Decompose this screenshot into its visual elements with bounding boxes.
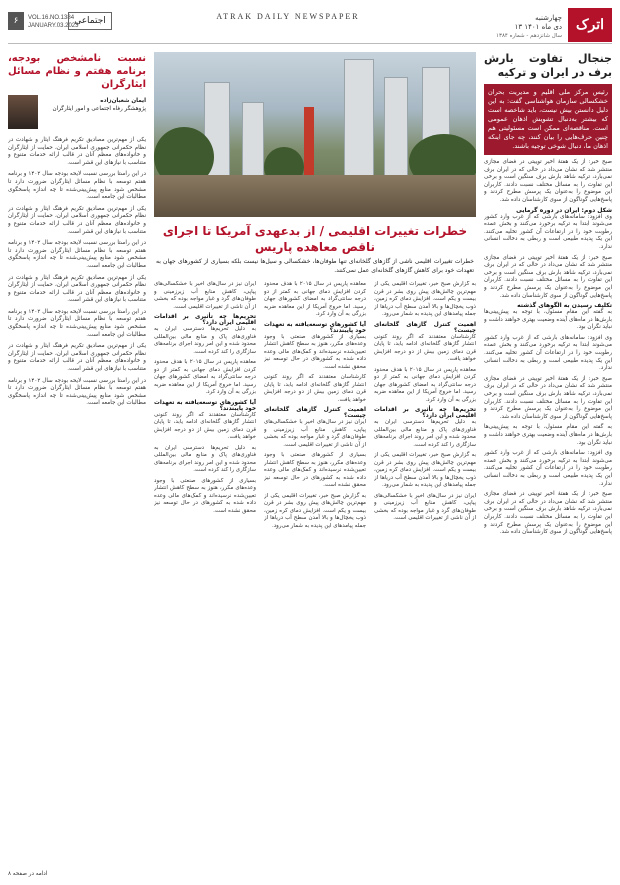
news-body-repeat-6: صبح خبر: از یک هفتهٔ اخیر توییتی در فضای مجازی منتشر شد که نشان می‌داد در حالی که در ایران برف نمی‌بارد، ترکیه شاهد بارش برف سنگین است و برخی این تفاوت را به مسائل مختلف نسبت دادند. کاربران این موضوع را به‌عنوان یک پرسش مطرح کردند و پاسخ‌هایی گوناگون از سوی کارشناسان داده شد. xyxy=(484,491,612,536)
continued-note: ادامه در صفحه ۸ xyxy=(8,871,48,877)
article-text: بسیاری از کشورهای صنعتی با وجود وعده‌های مکرر، هنوز به سطح کاهش انتشار تعیین‌شده نرسیده‌اند و کمک‌های مالی وعده داده شده به کشورهای در حال توسعه نیز محقق نشده است. xyxy=(264,333,366,370)
news-body: صبح خبر: از یک هفتهٔ اخیر توییتی در فضای مجازی منتشر شد که نشان می‌داد در حالی که در ایران برف نمی‌بارد، ترکیه شاهد بارش برف سنگین است و برخی این تفاوت را به مسائل مختلف نسبت دادند. کاربران این موضوع را به‌عنوان یک پرسش مطرح کردند و پاسخ‌هایی گوناگون از سوی کارشناسان داده شد. xyxy=(484,159,612,203)
news-column xyxy=(484,52,612,877)
article-question: آیا کشورهای توسعه‌یافته به تعهدات خود پایبندند؟ xyxy=(264,321,366,334)
article-text: به گزارش صبح خبر، تغییرات اقلیمی یکی از مهم‌ترین چالش‌های پیش روی بشر در قرن بیست و یکم است. افزایش دمای کره زمین، ذوب یخچال‌ها و بالا آمدن سطح آب دریاها از جمله پیامدهای این پدیده به شمار می‌رود. xyxy=(374,281,476,317)
article-text: به گزارش صبح خبر، تغییرات اقلیمی یکی از مهم‌ترین چالش‌های پیش روی بشر در قرن بیست و یکم است. افزایش دمای کره زمین، ذوب یخچال‌ها و بالا آمدن سطح آب دریاها از جمله پیامدهای این پدیده به شمار می‌رود. xyxy=(374,452,476,488)
news-lead-box: رئیس مرکز ملی اقلیم و مدیریت بحران خشکسالی سازمان هواشناسی گفت: به این دلیل دانستن بیش نیست، باید شاخصه است که بیشتر به‌دنبال تشویش اذهان عمومی است. مناقصه‌ای ممکن است مسئولیتی هم چنین حرف‌هایی را بیان کنند، چه جای اینکه اذهان ما، دنبال شوخی توجیه باشند. xyxy=(484,84,612,155)
header-right xyxy=(472,8,612,44)
article-text: معاهده پاریس در سال ۲۰۱۵ با هدف محدود کردن افزایش دمای جهانی به کمتر از دو درجه سانتی‌گراد به امضای کشورهای جهان رسید. اما خروج آمریکا از این معاهده ضربه بزرگی به آن وارد کرد. xyxy=(374,366,476,403)
article-question: آیا کشورهای توسعه‌یافته به تعهدات خود پایبندند؟ xyxy=(154,399,256,412)
hurricane-photo xyxy=(154,52,476,217)
opinion-body-repeat-3: یکی از مهم‌ترین مصادیق تکریم فرهنگ ایثار و شهادت در نظام حکمرانی جمهوری اسلامی ایران، حمایت از ایثارگران و خانواده‌های معظم آنان در قالب ارائه خدمات متنوع و متناسب با نیازهای این قشر است. xyxy=(8,274,146,304)
article-column-2 xyxy=(264,281,366,885)
main-article xyxy=(154,52,476,877)
article-text: به گزارش صبح خبر، تغییرات اقلیمی یکی از مهم‌ترین چالش‌های پیش روی بشر در قرن بیست و یکم است. افزایش دمای کره زمین، ذوب یخچال‌ها و بالا آمدن سطح آب دریاها از جمله پیامدهای این پدیده به شمار می‌رود. xyxy=(264,492,366,529)
opinion-body-repeat: یکی از مهم‌ترین مصادیق تکریم فرهنگ ایثار و شهادت در نظام حکمرانی جمهوری اسلامی ایران، حمایت از ایثارگران و خانواده‌های معظم آنان در قالب ارائه خدمات متنوع و متناسب با نیازهای این قشر است. xyxy=(8,205,146,235)
photo-debris xyxy=(154,175,476,217)
header-left xyxy=(8,10,120,42)
section-label: اجتماعی xyxy=(68,12,112,30)
article-text: بسیاری از کشورهای صنعتی با وجود وعده‌های مکرر، هنوز به سطح کاهش انتشار تعیین‌شده نرسیده‌اند و کمک‌های مالی وعده داده شده به کشورهای در حال توسعه نیز محقق نشده است. xyxy=(154,477,256,514)
article-text: معاهده پاریس در سال ۲۰۱۵ با هدف محدود کردن افزایش دمای جهانی به کمتر از دو درجه سانتی‌گراد به امضای کشورهای جهان رسید. اما خروج آمریکا از این معاهده ضربه بزرگی به آن وارد کرد. xyxy=(264,281,366,317)
issue-meta-fa: سال شانزدهم - شماره ۱۳۸۴ xyxy=(496,33,562,39)
author-name: ایمان شعبان‌زاده xyxy=(100,98,146,104)
article-question: تحریم‌ها چه تأثیری بر اقدامات اقلیمی ایران دارد؟ xyxy=(154,314,256,326)
article-text: ایران نیز در سال‌های اخیر با خشکسالی‌های پیاپی، کاهش منابع آب زیرزمینی و طوفان‌های گرد و غبار مواجه بوده که بخشی از آن ناشی از تغییرات اقلیمی است. xyxy=(374,492,476,521)
news-body-3: به گفته این مقام مسئول، با توجه به پیش‌بینی‌ها بارش‌ها در ماه‌های آینده وضعیت بهتری خواهند داشت و نباید نگران بود. xyxy=(484,309,612,331)
page-number: ۶ xyxy=(8,12,24,30)
author-photo xyxy=(8,95,38,129)
news-body-repeat: صبح خبر: از یک هفتهٔ اخیر توییتی در فضای مجازی منتشر شد که نشان می‌داد در حالی که در ایران برف نمی‌بارد، ترکیه شاهد بارش برف سنگین است و برخی این تفاوت را به مسائل مختلف نسبت دادند. کاربران این موضوع را به‌عنوان یک پرسش مطرح کردند و پاسخ‌هایی گوناگون از سوی کارشناسان داده شد. xyxy=(484,254,612,299)
news-body-repeat-4: به گفته این مقام مسئول، با توجه به پیش‌بینی‌ها بارش‌ها در ماه‌های آینده وضعیت بهتری خواهند داشت و نباید نگران بود. xyxy=(484,424,612,446)
opinion-body-2: در این راستا بررسی نسبت لایحه بودجه سال ۱۴۰۲ و برنامه هفتم توسعه با نظام مسائل ایثارگران ضرورت دارد تا مشخص شود منابع پیش‌بینی‌شده تا چه اندازه پاسخگوی مطالبات این جامعه است. xyxy=(8,171,146,201)
main-headline: خطرات تغییرات اقلیمی / از بدعهدی آمریکا تا اجرای ناقص معاهده پاریس xyxy=(162,224,468,254)
opinion-body-repeat-2: در این راستا بررسی نسبت لایحه بودجه سال ۱۴۰۲ و برنامه هفتم توسعه با نظام مسائل ایثارگران ضرورت دارد تا مشخص شود منابع پیش‌بینی‌شده تا چه اندازه پاسخگوی مطالبات این جامعه است. xyxy=(8,240,146,269)
opinion-body-repeat-4: در این راستا بررسی نسبت لایحه بودجه سال ۱۴۰۲ و برنامه هفتم توسعه با نظام مسائل ایثارگران ضرورت دارد تا مشخص شود منابع پیش‌بینی‌شده تا چه اندازه پاسخگوی مطالبات این جامعه است. xyxy=(8,308,146,338)
issue-line: VOL.16.NO.1384 xyxy=(28,15,75,21)
article-text: ایران نیز در سال‌های اخیر با خشکسالی‌های پیاپی، کاهش منابع آب زیرزمینی و طوفان‌های گرد و غبار مواجه بوده که بخشی از آن ناشی از تغییرات اقلیمی است. xyxy=(154,281,256,310)
article-text: به دلیل تحریم‌ها دسترسی ایران به فناوری‌های پاک و منابع مالی بین‌المللی محدود شده و این امر روند اجرای برنامه‌های سازگاری را کند کرده است. xyxy=(154,326,256,355)
article-question: اهمیت کنترل گازهای گلخانه‌ای چیست؟ xyxy=(374,321,476,334)
weekday: چهارشنبه xyxy=(535,14,562,22)
opinion-column xyxy=(8,52,146,877)
article-text: به دلیل تحریم‌ها دسترسی ایران به فناوری‌های پاک و منابع مالی بین‌المللی محدود شده و این امر روند اجرای برنامه‌های سازگاری را کند کرده است. xyxy=(374,419,476,448)
byline xyxy=(8,95,146,133)
photo-building xyxy=(344,59,374,177)
opinion-body: یکی از مهم‌ترین مصادیق تکریم فرهنگ ایثار و شهادت در نظام حکمرانی جمهوری اسلامی ایران، حمایت از ایثارگران و خانواده‌های معظم آنان در قالب ارائه خدمات متنوع و متناسب با نیازهای این قشر است. xyxy=(8,137,146,166)
opinion-body-repeat-5: یکی از مهم‌ترین مصادیق تکریم فرهنگ ایثار و شهادت در نظام حکمرانی جمهوری اسلامی ایران، حمایت از ایثارگران و خانواده‌های معظم آنان در قالب ارائه خدمات متنوع و متناسب با نیازهای این قشر است. xyxy=(8,343,146,373)
article-text: معاهده پاریس در سال ۲۰۱۵ با هدف محدود کردن افزایش دمای جهانی به کمتر از دو درجه سانتی‌گراد به امضای کشورهای جهان رسید. اما خروج آمریکا از این معاهده ضربه بزرگی به آن وارد کرد. xyxy=(154,359,256,395)
article-column-3 xyxy=(154,281,256,885)
article-question: اهمیت کنترل گازهای گلخانه‌ای چیست؟ xyxy=(264,407,366,419)
opinion-body-repeat-6: در این راستا بررسی نسبت لایحه بودجه سال ۱۴۰۲ و برنامه هفتم توسعه با نظام مسائل ایثارگران ضرورت دارد تا مشخص شود منابع پیش‌بینی‌شده تا چه اندازه پاسخگوی مطالبات این جامعه است. xyxy=(8,377,146,407)
news-body-2: وی افزود: سامانه‌های بارشی که از غرب وارد کشور می‌شوند ابتدا به ترکیه برخورد می‌کنند و بخش عمده رطوبت خود را در ارتفاعات آن کشور تخلیه می‌کنند. این یک پدیده طبیعی است و ربطی به دخالت انسانی ندارد. xyxy=(484,213,612,250)
news-title: جنجال تفاوت بارش برف در ایران و ترکیه xyxy=(484,52,612,79)
atrak-logo: اترک xyxy=(568,8,612,42)
article-text: کارشناسان معتقدند که اگر روند کنونی انتشار گازهای گلخانه‌ای ادامه یابد، تا پایان قرن دمای زمین بیش از دو درجه افزایش خواهد یافت. xyxy=(374,333,476,362)
article-question: تحریم‌ها چه تأثیری بر اقدامات اقلیمی ایران دارد؟ xyxy=(374,407,476,419)
news-body-repeat-2: وی افزود: سامانه‌های بارشی که از غرب وارد کشور می‌شوند ابتدا به ترکیه برخورد می‌کنند و بخش عمده رطوبت خود را در ارتفاعات آن کشور تخلیه می‌کنند. این یک پدیده طبیعی است و ربطی به دخالت انسانی ندارد. xyxy=(484,334,612,372)
article-text: کارشناسان معتقدند که اگر روند کنونی انتشار گازهای گلخانه‌ای ادامه یابد، تا پایان قرن دمای زمین بیش از دو درجه افزایش خواهد یافت. xyxy=(264,374,366,403)
newspaper-latin-name: ATRAK DAILY NEWSPAPER xyxy=(216,12,360,21)
date-fa: ۱۳ دی ماه ۱۴۰۱ xyxy=(514,23,562,31)
news-body-repeat-5: وی افزود: سامانه‌های بارشی که از غرب وارد کشور می‌شوند ابتدا به ترکیه برخورد می‌کنند و بخش عمده رطوبت خود را در ارتفاعات آن کشور تخلیه می‌کنند. این یک پدیده طبیعی است و ربطی به دخالت انسانی ندارد. xyxy=(484,450,612,487)
news-subhead-2: تکلیف رسیدن به الگوهای گذشته xyxy=(517,302,612,310)
author-role: پژوهشگر رفاه اجتماعی و امور ایثارگران xyxy=(52,106,146,112)
date-latin: JANUARY.03.2023 xyxy=(28,23,79,29)
news-subhead: شکل دوم: ایران در دوره گرمایی xyxy=(516,206,612,214)
main-lead: خطرات تغییرات اقلیمی ناشی از گازهای گلخانه‌ای تنها طوفان‌ها، خشکسالی و سیل‌ها نیست بلکه بسیاری از کشورهای جهان به تعهدات خود برای کاهش گازهای گلخانه‌ای عمل نمی‌کنند. xyxy=(156,258,474,274)
article-text: به دلیل تحریم‌ها دسترسی ایران به فناوری‌های پاک و منابع مالی بین‌المللی محدود شده و این امر روند اجرای برنامه‌های سازگاری را کند کرده است. xyxy=(154,444,256,473)
article-text: کارشناسان معتقدند که اگر روند کنونی انتشار گازهای گلخانه‌ای ادامه یابد، تا پایان قرن دمای زمین بیش از دو درجه افزایش خواهد یافت. xyxy=(154,411,256,440)
page-header xyxy=(8,8,612,44)
article-columns xyxy=(154,281,476,885)
news-body-repeat-3: صبح خبر: از یک هفتهٔ اخیر توییتی در فضای مجازی منتشر شد که نشان می‌داد در حالی که در ایران برف نمی‌بارد، ترکیه شاهد بارش برف سنگین است و برخی این تفاوت را به مسائل مختلف نسبت دادند. کاربران این موضوع را به‌عنوان یک پرسش مطرح کردند و پاسخ‌هایی گوناگون از سوی کارشناسان داده شد. xyxy=(484,375,612,420)
opinion-title: نسبت نامشخص بودجه، برنامه هفتم و نظام مسائل ایثارگران xyxy=(8,53,146,90)
author-names xyxy=(46,97,146,113)
article-text: بسیاری از کشورهای صنعتی با وجود وعده‌های مکرر، هنوز به سطح کاهش انتشار تعیین‌شده نرسیده‌اند و کمک‌های مالی وعده داده شده به کشورهای در حال توسعه نیز محقق نشده است. xyxy=(264,452,366,488)
newspaper-page xyxy=(8,8,612,877)
article-text: ایران نیز در سال‌های اخیر با خشکسالی‌های پیاپی، کاهش منابع آب زیرزمینی و طوفان‌های گرد و غبار مواجه بوده که بخشی از آن ناشی از تغییرات اقلیمی است. xyxy=(264,419,366,448)
article-column-1 xyxy=(374,281,476,885)
header-date xyxy=(496,14,562,41)
photo-building xyxy=(384,77,408,177)
photo-tower xyxy=(304,107,314,177)
photo-building xyxy=(242,102,264,177)
